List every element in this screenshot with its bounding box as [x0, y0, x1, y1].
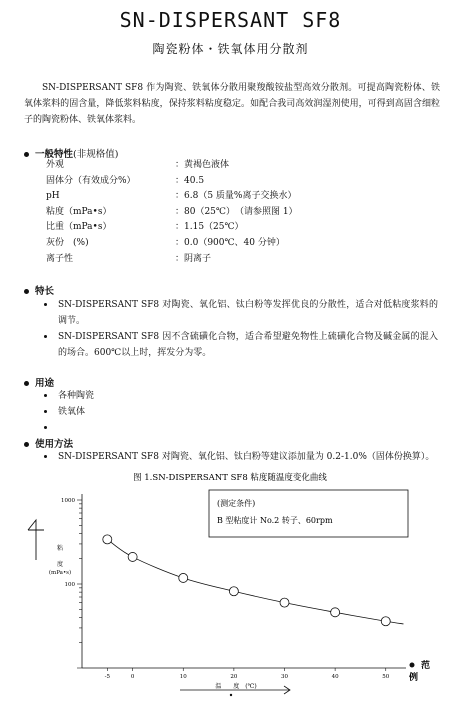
x-tick-label: 50 [382, 674, 390, 680]
section-heading: 特长 [35, 286, 55, 297]
data-point [128, 552, 137, 561]
bullet-icon [44, 335, 47, 338]
data-point [103, 535, 112, 544]
list-item-text: SN-DISPERSANT SF8 因不含硫磺化合物，适合希望避免物性上硫磺化合物及碱金属的混入的场合。600℃以上时，挥发分为零。 [58, 332, 438, 358]
conditions-title: (测定条件) [217, 499, 256, 508]
property-value: ：80（25℃） （请参照图 1） [175, 206, 298, 217]
y-tick-label: 1000 [61, 498, 75, 504]
x-tick-label: -5 [104, 674, 110, 680]
x-tick-label: 0 [130, 674, 135, 680]
bullet-icon [24, 289, 29, 294]
property-name: 灰份 (%) [46, 237, 89, 248]
properties-table [46, 158, 426, 267]
property-value: ：阴离子 [175, 253, 212, 264]
x-tick-label: 20 [230, 674, 238, 680]
x-tick-label: 30 [281, 674, 288, 680]
section-note: (非规格值) [73, 149, 119, 160]
bullet-icon [24, 442, 29, 447]
property-value: ：黄褐色液体 [175, 160, 230, 170]
data-point [179, 573, 188, 582]
section-heading: 一般特性 [35, 149, 74, 160]
property-row [46, 205, 426, 221]
property-value: ：0.0（900℃、40 分钟） [175, 237, 285, 248]
y-axis-unit: (mPa•s) [48, 570, 72, 576]
x-tick-label: 10 [179, 674, 187, 680]
y-axis-label: 度 [56, 561, 64, 568]
section-uses [24, 375, 54, 389]
property-row [46, 252, 426, 268]
section-method [24, 436, 73, 450]
bullet-icon [44, 394, 47, 397]
y-arrow-icon [28, 520, 44, 560]
property-row [46, 220, 426, 236]
property-name: 外观 [46, 160, 65, 170]
property-row [46, 189, 426, 205]
property-row [46, 236, 426, 252]
property-row [46, 174, 426, 190]
viscosity-chart [0, 468, 461, 708]
list-item-text: SN-DISPERSANT SF8 对陶瓷、氧化铝、钛白粉等发挥优良的分散性，适合对低粘度浆料的调节。 [58, 300, 438, 326]
bullet-icon [44, 303, 47, 306]
bullet-icon [24, 152, 29, 157]
series-line [107, 539, 403, 624]
y-axis-label: 粘 [56, 545, 64, 552]
section-heading: 使用方法 [35, 439, 74, 450]
intro-paragraph: SN-DISPERSANT SF8 作为陶瓷、铁氧体分散用聚羧酸铵盐型高效分散剂。可提高陶瓷粉体、铁氧体浆料的固含量，降低浆料粘度，保持浆料粘度稳定。如配合我司高效润湿剂使用，可得到高固含细粒子的陶瓷粉体、铁氧体浆料。 [24, 83, 440, 125]
y-tick-label: 100 [64, 582, 75, 588]
legend-label: 范 [421, 661, 431, 671]
conditions-box [209, 490, 408, 537]
bullet-icon [44, 426, 47, 429]
property-value: ：6.8（5 质量%离子交换水） [175, 191, 297, 202]
data-point [280, 598, 289, 607]
property-value: ：1.15（25℃） [175, 222, 244, 233]
bullet-icon [24, 381, 29, 386]
list-item-text: 各种陶瓷 [58, 391, 95, 401]
property-name: pH [46, 191, 60, 202]
list-item [42, 297, 438, 329]
chart-title: 图 1.SN-DISPERSANT SF8 粘度随温度变化曲线 [133, 473, 327, 483]
legend-dot-icon [410, 663, 415, 668]
uses-list [42, 388, 438, 436]
property-value: ：40.5 [175, 175, 205, 186]
x-axis-label: 温 度 (℃) [215, 683, 257, 690]
list-item-text: SN-DISPERSANT SF8 对陶瓷、氧化铝、钛白粉等建议添加量为 0.2-1.0%（固体份换算）。 [58, 452, 435, 462]
section-heading: 用途 [35, 378, 55, 389]
page-title: SN-DISPERSANT SF8 [119, 8, 342, 32]
property-row [46, 158, 426, 174]
property-name: 固体分（有效成分%） [46, 175, 136, 186]
list-item [42, 449, 438, 465]
axis-dot-icon [230, 694, 232, 696]
list-item [42, 329, 438, 361]
list-item [42, 404, 438, 420]
property-name: 粘度（mPa•s） [46, 206, 112, 217]
property-name: 离子性 [46, 253, 74, 264]
page-subtitle: 陶瓷粉体・铁氧体用分散剂 [152, 42, 309, 56]
list-item-text: 铁氧体 [58, 407, 86, 417]
data-point [229, 587, 238, 596]
list-item [42, 420, 438, 436]
x-tick-label: 40 [331, 674, 339, 680]
method-list [42, 449, 438, 465]
legend-label: 例 [409, 673, 419, 683]
bullet-icon [44, 455, 47, 458]
list-item [42, 388, 438, 404]
property-name: 比重（mPa•s） [46, 222, 112, 233]
section-features [24, 283, 54, 297]
features-list [42, 297, 438, 361]
data-point [331, 608, 340, 617]
bullet-icon [44, 410, 47, 413]
data-point [381, 617, 390, 626]
conditions-text: B 型粘度计 No.2 转子、60rpm [217, 516, 333, 525]
